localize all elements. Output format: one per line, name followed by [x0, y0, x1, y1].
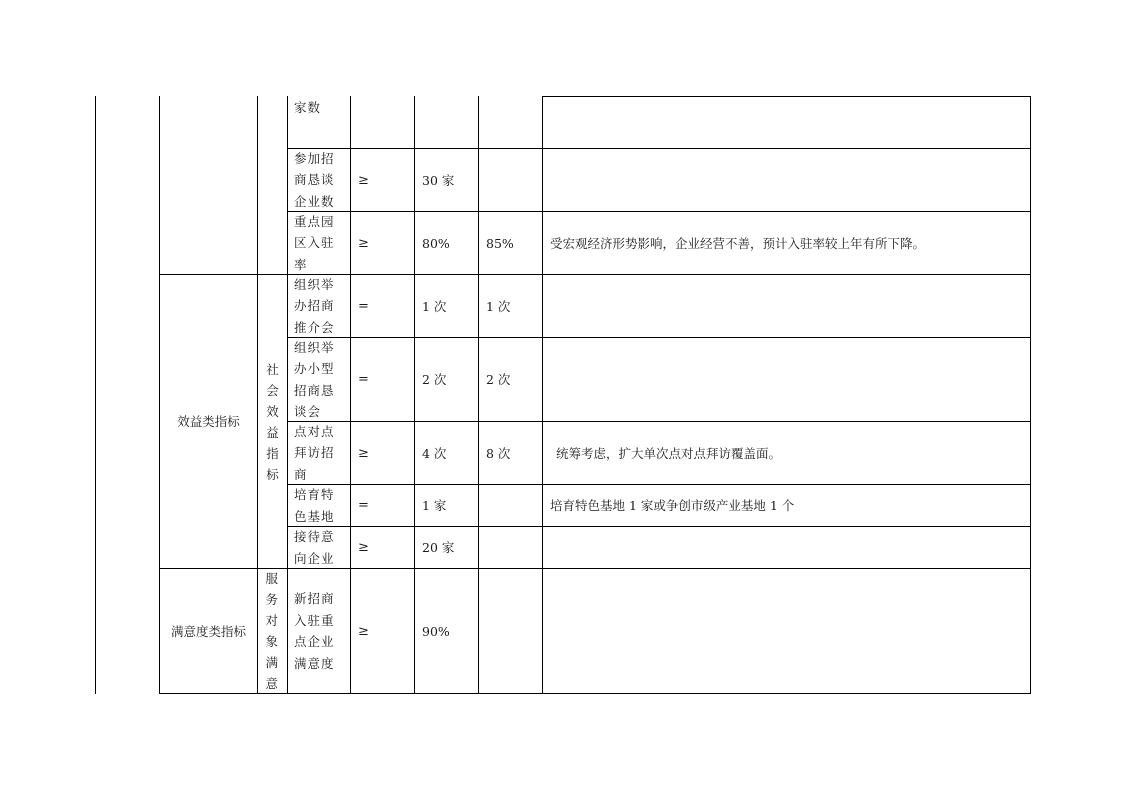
group-satisfaction-label: 满意度类指标: [170, 623, 246, 639]
row-4-operator: =: [358, 372, 369, 387]
grid-v7: [542, 96, 543, 694]
row-1-indicator: 参加招商恳谈企业数: [294, 150, 335, 209]
row-8-operator: ≥: [358, 623, 369, 639]
row-6-indicator: 培育特色基地: [294, 487, 335, 524]
grid-h3: [159, 274, 1031, 275]
subgroup-social-label: 社会效益指标: [266, 361, 279, 482]
row-2-target: 80%: [422, 235, 450, 251]
row-3-indicator: 组织举办招商推介会: [294, 276, 335, 335]
row-7-target: 20 家: [422, 540, 455, 555]
row-1-target: 30 家: [422, 172, 455, 188]
grid-v8: [1030, 96, 1031, 694]
row-7-operator: ≥: [358, 540, 369, 555]
row-2-note: 受宏观经济形势影响，企业经营不善，预计入驻率较上年有所下降。: [550, 235, 926, 251]
grid-v5: [414, 96, 415, 694]
row-5-note: 统筹考虑，扩大单次点对点拜访覆盖面。: [556, 445, 782, 461]
grid-h-top-note: [542, 96, 1031, 97]
row-7-indicator: 接待意向企业: [294, 529, 335, 566]
row-8-indicator: 新招商入驻重点企业满意度: [294, 591, 335, 671]
row-3-target: 1 次: [422, 298, 447, 314]
row-6-target: 1 家: [422, 498, 447, 513]
row-6-operator: =: [358, 498, 369, 513]
row-4-actual: 2 次: [486, 372, 511, 387]
row-3-operator: =: [358, 298, 369, 314]
row-3-actual: 1 次: [486, 298, 511, 314]
grid-v3: [287, 96, 288, 694]
row-5-indicator: 点对点拜访招商: [294, 423, 335, 482]
row-2-operator: ≥: [358, 235, 369, 251]
row-4-target: 2 次: [422, 372, 447, 387]
grid-v6: [478, 96, 479, 694]
row-1-operator: ≥: [358, 172, 369, 188]
subgroup-service-label: 服务对象满意: [265, 571, 279, 691]
row-2-actual: 85%: [486, 235, 514, 251]
row-4-indicator: 组织举办小型招商恳谈会: [294, 339, 335, 419]
row-2-indicator: 重点园区入驻率: [294, 213, 335, 272]
grid-h8: [159, 568, 1031, 569]
row-6-note: 培育特色基地 1 家或争创市级产业基地 1 个: [550, 498, 795, 513]
row-5-target: 4 次: [422, 445, 447, 461]
grid-h-bottom: [159, 693, 1031, 694]
row-5-operator: ≥: [358, 445, 369, 461]
group-benefit-label: 效益类指标: [177, 414, 240, 429]
page-left-rule: [95, 96, 96, 694]
grid-v4: [350, 96, 351, 694]
row-8-target: 90%: [422, 623, 450, 639]
row-5-actual: 8 次: [486, 445, 511, 461]
row-0-indicator: 家数: [294, 100, 322, 115]
